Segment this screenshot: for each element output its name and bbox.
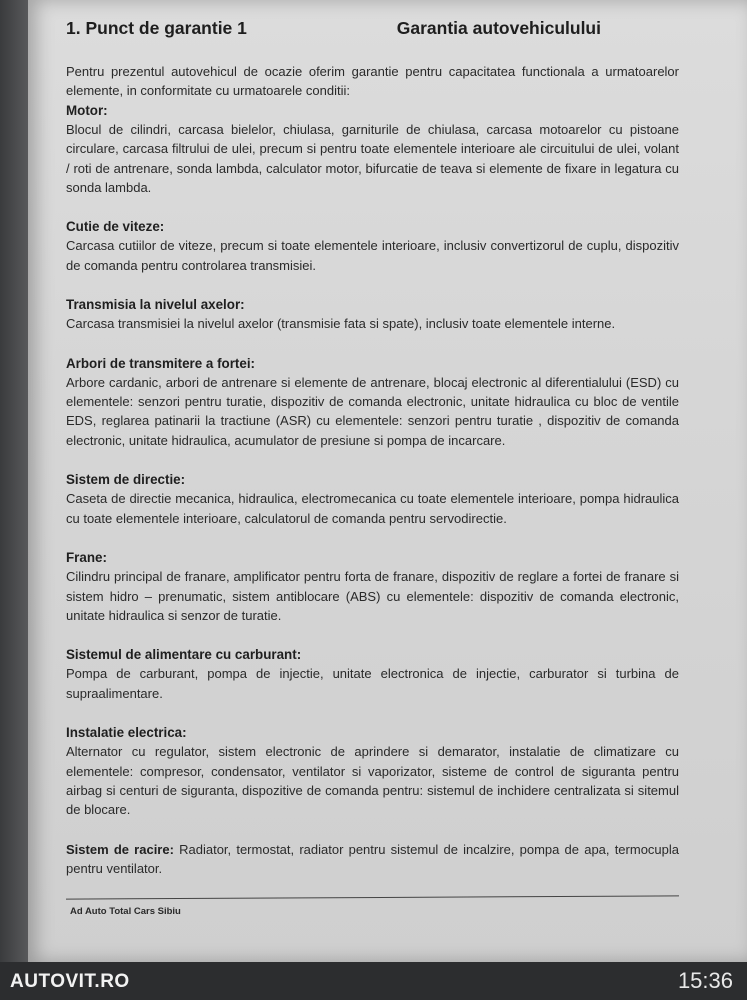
footer-company: Ad Auto Total Cars Sibiu: [70, 906, 181, 917]
timestamp: 15:36: [677, 968, 733, 993]
section-title: Cutie de viteze:: [66, 219, 165, 235]
document-body: [66, 62, 679, 879]
section-title: Sistem de racire:: [66, 841, 174, 857]
section-racire: [66, 840, 679, 879]
section-alimentare: [66, 645, 679, 703]
section-racire-text: [66, 840, 679, 879]
section-text: Carcasa transmisiei la nivelul axelor (transmisie fata si spate), inclusiv toate elementele interne.: [66, 316, 616, 332]
section-text: Arbore cardanic, arbori de antrenare si elemente de antrenare, blocaj electronic al diferentialului (ESD) cu elementele: senzori pentru turatie, dispozitiv de comanda electronic, unitate hidraulica cu bloc de ventile EDS, reglarea patinarii la tractiune (ASR) cu elementele: senzori pentru turatie , dispozitiv de comanda electronic, unitate hidraulica, acumulator de presiune si pompa de incarcare.: [66, 374, 679, 448]
section-text: Cilindru principal de franare, amplificator pentru forta de franare, dispozitiv de reglare a fortei de franare si sistem hidro – prenumatic, sistem antiblocare (ABS) cu elementele: dispozitiv de comanda electronic, unitate hidraulica si senzor de turatie.: [66, 569, 679, 623]
section-text: Alternator cu regulator, sistem electronic de aprindere si demarator, instalatie de climatizare cu elementele: compresor, condensator, ventilator si vaporizator, sisteme de control de siguranta pentru airbag si centuri de siguranta, dispozitive de comanda pentru: sistemul de inchidere centralizata si sitemul de blocare.: [66, 744, 679, 818]
document-header: [66, 18, 707, 39]
section-title: Sistem de directie:: [66, 472, 186, 488]
intro-paragraph: Pentru prezentul autovehicul de ocazie oferim garantie pentru capacitatea functionala a urmatoarelor elemente, in conformitate cu urmatoarele conditii:: [66, 64, 679, 99]
section-title: Motor:: [66, 102, 108, 118]
section-title: Frane:: [66, 550, 107, 566]
section-cutie-de-viteze: [66, 217, 679, 275]
section-frane: [66, 548, 679, 625]
section-text: Pompa de carburant, pompa de injectie, unitate electronica de injectie, carburator si turbina de supraalimentare.: [66, 666, 679, 701]
section-title: Arbori de transmitere a fortei:: [66, 355, 255, 371]
header-title-right: Garantia autovehiculului: [396, 18, 601, 38]
section-text: Blocul de cilindri, carcasa bielelor, chiulasa, garniturile de chiulasa, carcasa motoarelor cu pistoane circulare, carcasa filtrului de ulei, precum si pentru toate elementele interioare ale circuitului de ulei, volant / roti de antrenare, sonda lambda, calculator motor, bifurcatie de teava si elemente de fixare in legatura cu sonda lambda.: [66, 121, 679, 196]
section-text: Carcasa cutiilor de viteze, precum si toate elementele interioare, inclusiv convertizorul de cuplu, dispozitiv de comanda pentru controlarea transmisiei.: [66, 238, 679, 273]
section-text: Radiator, termostat, radiator pentru sistemul de incalzire, pompa de apa, termocupla pentru ventilator.: [66, 841, 680, 877]
watermark-brand: AUTOVIT.RO: [10, 971, 130, 992]
section-arbori: [66, 354, 679, 451]
section-title: Sistemul de alimentare cu carburant:: [66, 647, 302, 663]
section-directie: [66, 470, 679, 528]
section-transmisia: [66, 295, 679, 333]
section-instalatie-electrica: [66, 723, 679, 820]
page-edge-shadow: [0, 0, 28, 962]
section-text: Caseta de directie mecanica, hidraulica, electromecanica cu toate elementele interioare, pompa hidraulica cu toate elementele interioare, calculatorul de comanda pentru servodirectie.: [66, 491, 679, 526]
section-title: Transmisia la nivelul axelor:: [66, 297, 245, 313]
section-motor: [66, 101, 679, 198]
header-title-left: 1. Punct de garantie 1: [66, 18, 247, 38]
section-title: Instalatie electrica:: [66, 725, 187, 741]
